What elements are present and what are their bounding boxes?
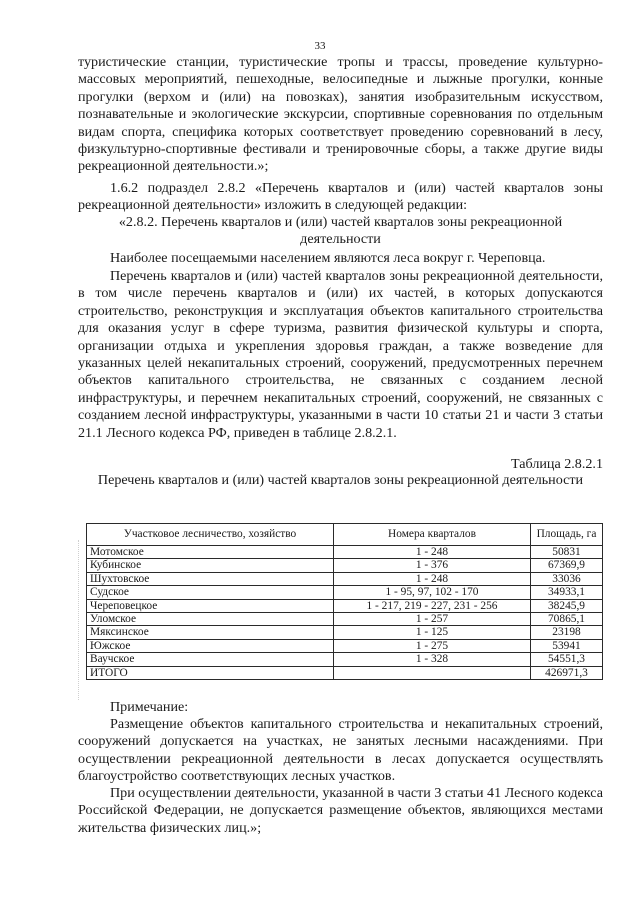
cell-quarters: 1 - 95, 97, 102 - 170 xyxy=(334,586,531,599)
header-forestry: Участковое лесничество, хозяйство xyxy=(87,524,334,546)
cell-forestry: Мяксинское xyxy=(87,626,334,639)
cell-quarters: 1 - 248 xyxy=(334,546,531,559)
table-header-row xyxy=(87,524,603,546)
cell-forestry: Мотомское xyxy=(87,546,334,559)
recreation-quarters-table xyxy=(86,523,603,680)
table-total-row xyxy=(87,666,603,679)
page-number: 33 xyxy=(314,40,326,52)
cell-area: 50831 xyxy=(531,546,603,559)
section-title: «2.8.2. Перечень кварталов и (или) частей кварталов зоны рекреационной деятельности xyxy=(118,214,563,248)
cell-area: 34933,1 xyxy=(531,586,603,599)
cell-quarters: 1 - 328 xyxy=(334,653,531,666)
header-area: Площадь, га xyxy=(531,524,603,546)
cell-forestry: Уломское xyxy=(87,613,334,626)
table-row xyxy=(87,653,603,666)
cell-forestry: Ваучское xyxy=(87,653,334,666)
table-row xyxy=(87,546,603,559)
cell-area: 33036 xyxy=(531,572,603,585)
table-row xyxy=(87,559,603,572)
table-row xyxy=(87,639,603,652)
cell-area: 38245,9 xyxy=(531,599,603,612)
intro-paragraph: туристические станции, туристические тропы и трассы, проведение культурно-массовых мероприятий, пешеходные, велосипедные и лыжные прогулки, конные прогулки (верхом и (или) на повозках), занятия изобразительным искусством, познавательные и экологические экскурсии, спортивные соревнования по отдельным видам спорта, специфика которых соответствует проведению соревнований в лесу, физкультурно-спортивные фестивали и тренировочные сборы, а также другие виды рекреационной деятельности.»; xyxy=(78,54,603,175)
cell-forestry: Кубинское xyxy=(87,559,334,572)
table-row xyxy=(87,599,603,612)
cell-area: 54551,3 xyxy=(531,653,603,666)
cell-quarters: 1 - 248 xyxy=(334,572,531,585)
cell-quarters: 1 - 257 xyxy=(334,613,531,626)
table-row xyxy=(87,626,603,639)
note-label: Примечание: xyxy=(110,699,189,715)
cell-forestry: Южское xyxy=(87,639,334,652)
cell-forestry: Череповецкое xyxy=(87,599,334,612)
sub-item-paragraph: 1.6.2 подраздел 2.8.2 «Перечень кварталов и (или) частей кварталов зоны рекреационной деятельности» изложить в следующей редакции: xyxy=(78,180,603,214)
total-area: 426971,3 xyxy=(531,666,603,679)
cell-forestry: Шухтовское xyxy=(87,572,334,585)
cell-quarters: 1 - 217, 219 - 227, 231 - 256 xyxy=(334,599,531,612)
table-row xyxy=(87,572,603,585)
cell-forestry: Судское xyxy=(87,586,334,599)
total-label: ИТОГО xyxy=(87,666,334,679)
total-quarters xyxy=(334,666,531,679)
table-title: Перечень кварталов и (или) частей кварталов зоны рекреационной деятельности xyxy=(97,472,584,488)
table-label: Таблица 2.8.2.1 xyxy=(511,456,603,472)
header-quarters: Номера кварталов xyxy=(334,524,531,546)
closing-paragraph: При осуществлении деятельности, указанной в части 3 статьи 41 Лесного кодекса Российской Федерации, не допускается размещение объектов, являющихся местами жительства физических лиц.»; xyxy=(78,785,603,836)
cell-area: 67369,9 xyxy=(531,559,603,572)
cell-area: 53941 xyxy=(531,639,603,652)
cell-quarters: 1 - 125 xyxy=(334,626,531,639)
most-visited-paragraph: Наиболее посещаемыми населением являются леса вокруг г. Череповца. xyxy=(110,250,546,266)
table-row xyxy=(87,613,603,626)
list-paragraph: Перечень кварталов и (или) частей кварталов зоны рекреационной деятельности, в том числе перечень кварталов и (или) их частей, в которых допускаются строительство, реконструкция и эксплуатация объектов капитального строительства для оказания услуг в сфере туризма, развития физической культуры и спорта, организации отдыха и укрепления здоровья граждан, а также возведение для указанных целей некапитальных строений, сооружений, предусмотренных перечнем объектов капитального строительства, не связанных с созданием лесной инфраструктуры, и перечнем некапитальных строений, сооружений, не связанных с созданием лесной инфраструктуры, указанными в части 10 статьи 21 и части 3 статьи 21.1 Лесного кодекса РФ, приведен в таблице 2.8.2.1. xyxy=(78,268,603,441)
cell-area: 70865,1 xyxy=(531,613,603,626)
cell-quarters: 1 - 376 xyxy=(334,559,531,572)
cell-quarters: 1 - 275 xyxy=(334,639,531,652)
cell-area: 23198 xyxy=(531,626,603,639)
scan-margin-mark xyxy=(78,540,82,700)
note-paragraph: Размещение объектов капитального строительства и некапитальных строений, сооружений допускается на участках, не занятых лесными насаждениями. При осуществлении рекреационной деятельности в лесах допускается осуществлять благоустройство соответствующих лесных участков. xyxy=(78,716,603,785)
table-row xyxy=(87,586,603,599)
